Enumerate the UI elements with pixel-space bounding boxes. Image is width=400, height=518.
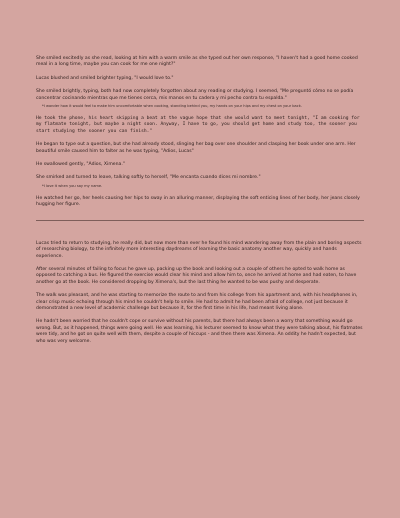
footnote-1: *I wonder how it would feel to make him uncomfortable when cooking, standing behind you, my hands on your hips and my chest on your back. <box>42 104 302 109</box>
paragraph-8: He watched her go, her heels causing her hips to sway in an alluring manner, displaying the soft enticing lines of her body, her jeans closely hugging her figure. <box>36 195 360 208</box>
footnote-2: *I love it when you say my name. <box>42 183 103 188</box>
paragraph-1: She smiled excitedly as she read, looking at him with a warm smile as she typed out her own response, "I haven't had a good home cooked meal in a long time, maybe you can cook for me one night?" <box>36 56 358 68</box>
section-divider <box>36 220 364 221</box>
paragraph-10: After several minutes of failing to focus he gave up, packing up the book and looking out a couple of others he opted to walk home as opposed to catching a bus. He figured the exercise would clear his mind and allow him to, once he arrived at home and had eaten, to have another go at the book. He considered dropping by Ximena's, but the last thing he wanted to be was pushy and desperate. <box>36 266 357 285</box>
paragraph-11: The walk was pleasant, and he was starting to memorize the route to and from his college from his apartment and, with his headphones in, clear crisp music echoing through his mind he couldn't help to smile. He had to admit he had been afraid of college, not just because it demonstrated a new level of academic challenge but because it, for the first time in his life, had meant living alone. <box>36 293 358 311</box>
paragraph-7: She smirked and turned to leave, talking softly to herself, "Me encanta cuando dices mi nombre." <box>36 175 261 181</box>
paragraph-6: He swallowed gently, "Adios, Ximena." <box>36 162 125 168</box>
paragraph-9: Lucas tried to return to studying, he really did, but now more than ever he found his mind wandering away from the plain and boring aspects of researching biology, to the infinitely more interesting daydreams of learning the basic anatomy another way, quickly and hands experience. <box>36 240 362 259</box>
paragraph-12: He hadn't been worried that he couldn't cope or survive without his parents, but there had always been a worry that something would go wrong. But, as it happened, things were going well. He was learning, his lecturer seemed to know what they were talking about, his flatmates were tidy, and he got on quite well with them, despite a couple of hiccups - and then there was Ximena. An oddity he hadn't expected, but who was very welcome. <box>36 319 363 344</box>
paragraph-4: He took the phone, his heart skipping a beat at the vague hope that she would want to meet tonight, "I am cooking for my flatmate tonight, but maybe a night soon. Anyway, I have to go, you should get home and study too, the sooner you start studying the sooner you can finish." <box>36 116 360 134</box>
paragraph-5: He began to type out a question, but she had already stood, slinging her bag over one shoulder and clasping her book under one arm. Her beautiful smile caused him to falter as he was typing, "Adios, Lucas" <box>36 142 356 154</box>
paragraph-2: Lucas blushed and smiled brighter typing, "I would love to." <box>36 75 174 81</box>
paragraph-3: She smiled brightly, typing, both had now completely forgotten about any reading or studying. I seemed, "Me preguntó cómo no se podía concentrar cocinando mientras que me tienes cerca, mis manos en tu cadera y mi pecho contra tu espalda." <box>36 89 354 101</box>
